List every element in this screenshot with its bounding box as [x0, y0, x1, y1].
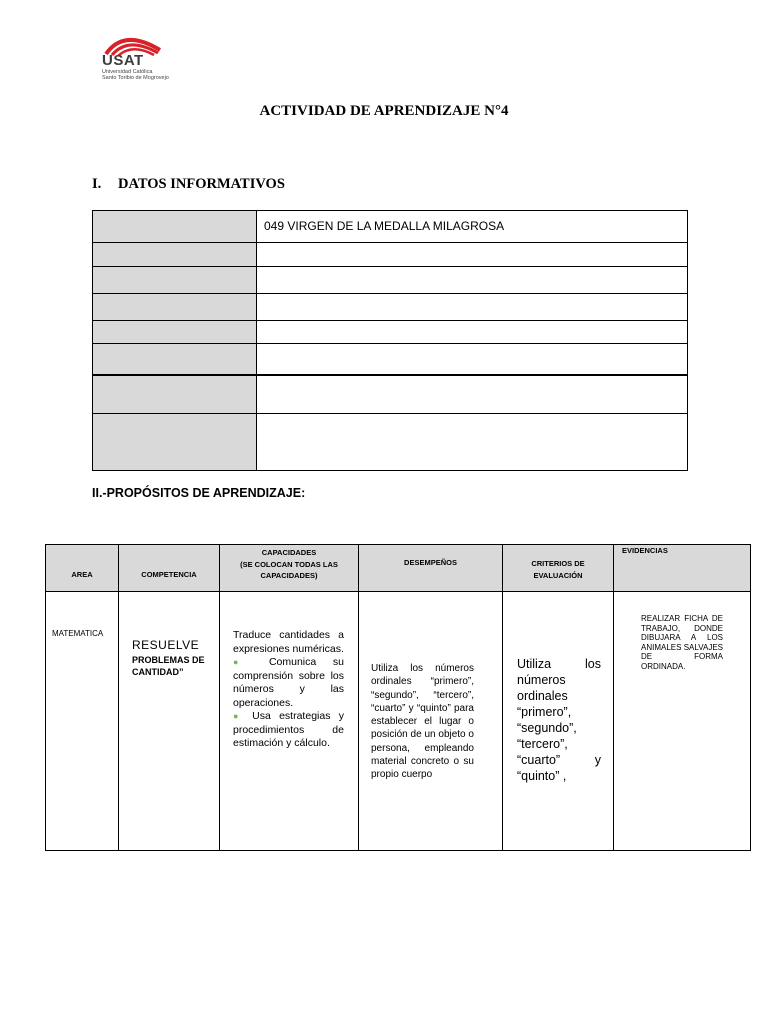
- capacidad-item: [233, 629, 344, 656]
- header-evidencias-label: EVIDENCIAS: [622, 546, 668, 555]
- info-value-cell: [257, 344, 687, 374]
- info-value-cell: [257, 243, 687, 266]
- evidencias-cell: [614, 592, 751, 851]
- header-capacidades-line2: (SE COLOCAN TODAS LAS CAPACIDADES): [240, 559, 338, 580]
- page-title: ACTIVIDAD DE APRENDIZAJE N°4: [259, 103, 509, 119]
- bullet-icon: ●: [233, 657, 253, 667]
- evidencias-value: REALIZAR FICHA DE TRABAJO, DONDE DIBUJARA A LOS ANIMALES SALVAJES DE FORMA ORDINADA.: [641, 614, 723, 671]
- info-row: [93, 414, 687, 470]
- info-label-cell: [93, 376, 257, 413]
- header-desempenos: [359, 545, 503, 592]
- logo-subtitle-line1: Universidad Católica: [102, 69, 153, 75]
- purposes-row: [46, 592, 751, 851]
- capacidad-text: Usa estrategias y procedimientos de estimación y cálculo.: [233, 710, 345, 749]
- info-label-cell: [93, 344, 257, 374]
- section-1-title: DATOS INFORMATIVOS: [118, 176, 285, 192]
- info-label-cell: [93, 321, 257, 343]
- info-label-cell: [93, 414, 257, 470]
- competencia-value-line2: PROBLEMAS DE CANTIDAD”: [132, 655, 205, 677]
- info-value-cell: 049 VIRGEN DE LA MEDALLA MILAGROSA: [264, 219, 505, 233]
- info-table: [92, 210, 688, 471]
- capacidades-cell: [220, 592, 359, 851]
- info-row: [93, 267, 687, 294]
- info-value-cell: [257, 376, 687, 413]
- area-value: MATEMATICA: [52, 629, 104, 638]
- info-label-cell: [93, 243, 257, 266]
- header-evidencias: [614, 545, 751, 592]
- info-row: [93, 376, 687, 414]
- criterios-value: Utiliza los números ordinales “primero”, “segundo”, “tercero”, “cuarto” y “quinto” ,: [517, 657, 601, 783]
- section-2-heading: II.-PROPÓSITOS DE APRENDIZAJE:: [92, 486, 306, 500]
- logo-wordmark: USAT: [102, 52, 144, 69]
- capacidad-item: [233, 710, 344, 751]
- header-capacidades-line1: CAPACIDADES: [261, 548, 317, 557]
- logo-subtitle: [102, 69, 169, 81]
- info-value-cell: [257, 321, 687, 343]
- capacidades-list: [220, 592, 358, 751]
- criterios-cell: [503, 592, 614, 851]
- usat-logo: [100, 34, 169, 84]
- capacidad-item: [233, 656, 344, 710]
- bullet-icon: ●: [233, 711, 244, 721]
- purposes-table: [45, 544, 751, 851]
- capacidad-text: Traduce cantidades a expresiones numéricas.: [233, 629, 344, 655]
- competencia-cell: [119, 592, 220, 851]
- purposes-header-row: [46, 545, 751, 592]
- header-capacidades-label: [220, 545, 358, 582]
- header-desempenos-label: DESEMPEÑOS: [404, 558, 457, 567]
- info-row: [93, 344, 687, 376]
- info-value-cell: [257, 294, 687, 320]
- info-row: [93, 243, 687, 267]
- info-label-cell: [93, 294, 257, 320]
- info-value-cell: [257, 414, 687, 470]
- area-cell: [46, 592, 119, 851]
- header-area-label: AREA: [71, 570, 93, 579]
- competencia-value-line1: RESUELVE: [132, 638, 200, 652]
- info-row: [93, 321, 687, 344]
- header-competencia: [119, 545, 220, 592]
- capacidad-text: Comunica su comprensión sobre los números y las operaciones.: [233, 656, 345, 709]
- header-area: [46, 545, 119, 592]
- section-1-heading: [92, 176, 285, 193]
- info-label-cell: [93, 267, 257, 293]
- info-row: [93, 211, 687, 243]
- info-value-cell: [257, 267, 687, 293]
- info-row: [93, 294, 687, 321]
- header-criterios-label: CRITERIOS DE EVALUACIÓN: [531, 559, 585, 580]
- desempenos-cell: [359, 592, 503, 851]
- logo-subtitle-line2: Santo Toribio de Mogrovejo: [102, 75, 169, 81]
- header-criterios: [503, 545, 614, 592]
- desempenos-value: Utiliza los números ordinales “primero”, “segundo”, “tercero”, “cuarto” y “quinto” para establecer el lugar o posición de un objeto o persona, empleando material concreto o su propio cuerpo: [371, 663, 474, 781]
- header-competencia-label: COMPETENCIA: [141, 570, 197, 579]
- section-1-number: I.: [92, 176, 102, 192]
- info-label-cell: [93, 211, 257, 242]
- header-capacidades: [220, 545, 359, 592]
